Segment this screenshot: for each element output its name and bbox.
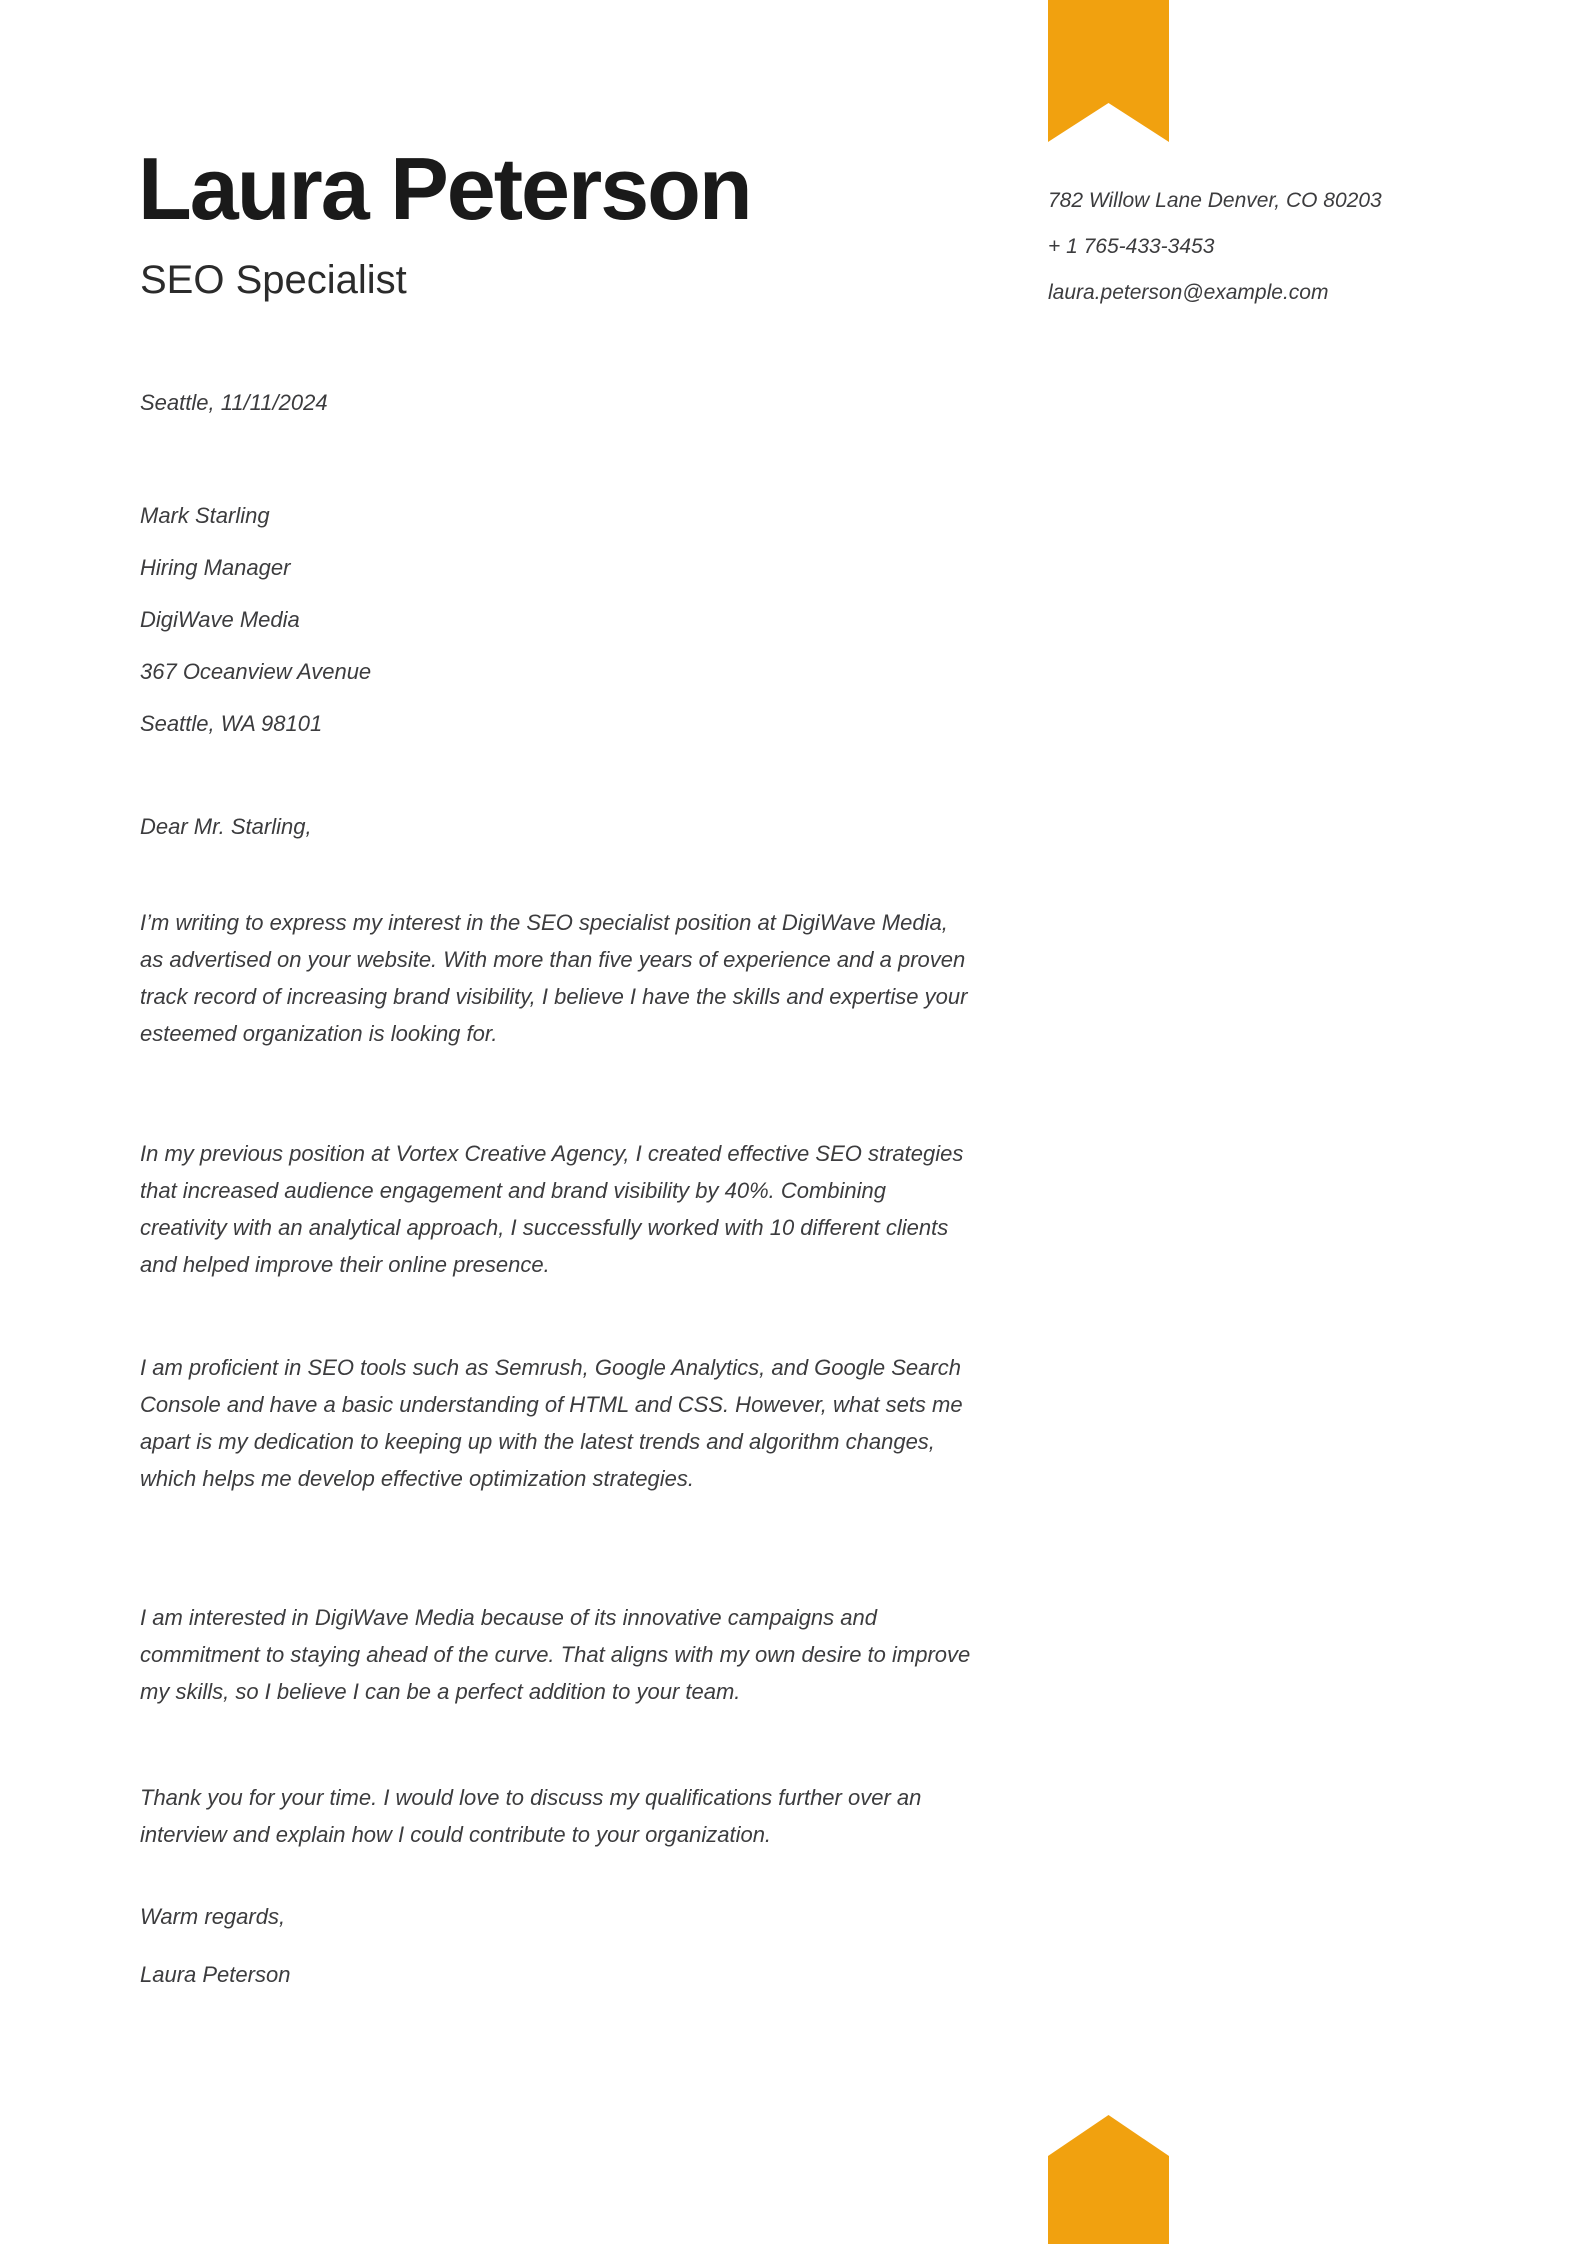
recipient-name: Mark Starling (140, 503, 270, 528)
page-title: Laura Peterson (138, 139, 751, 238)
contact-email: laura.peterson@example.com (1048, 281, 1329, 304)
contact-info (1048, 178, 1382, 316)
contact-address: 782 Willow Lane Denver, CO 80203 (1048, 189, 1382, 212)
recipient-block (140, 490, 371, 750)
closing-line: Warm regards, (140, 1904, 286, 1929)
arrow-up-pentagon-icon (1048, 2115, 1169, 2244)
date-line: Seattle, 11/11/2024 (140, 390, 328, 415)
recipient-city: Seattle, WA 98101 (140, 711, 323, 736)
recipient-role: Hiring Manager (140, 555, 291, 580)
body-paragraph: I am interested in DigiWave Media because of its innovative campaigns and commitment to staying ahead of the curve. That aligns with my own desire to improve my skills, so I believe I can be a perfect addition to your team. (140, 1605, 971, 1704)
recipient-street: 367 Oceanview Avenue (140, 659, 372, 684)
contact-phone: + 1 765-433-3453 (1048, 235, 1215, 258)
body-paragraph: Thank you for your time. I would love to discuss my qualifications further over an interview and explain how I could contribute to your organization. (140, 1785, 922, 1847)
body-paragraph: In my previous position at Vortex Creative Agency, I created effective SEO strategies that increased audience engagement and brand visibility by 40%. Combining creativity with an analytical approach, I successfully worked with 10 different clients and helped improve their online presence. (140, 1141, 964, 1277)
body-paragraph: I am proficient in SEO tools such as Semrush, Google Analytics, and Google Search Console and have a basic understanding of HTML and CSS. However, what sets me apart is my dedication to keeping up with the latest trends and algorithm changes, which helps me develop effective optimization strategies. (140, 1355, 963, 1491)
salutation: Dear Mr. Starling, (140, 814, 312, 839)
recipient-company: DigiWave Media (140, 607, 300, 632)
body-paragraph: I’m writing to express my interest in the SEO specialist position at DigiWave Media, as advertised on your website. With more than five years of experience and a proven track record of increasing brand visibility, I believe I have the skills and expertise your esteemed organization is looking for. (140, 910, 968, 1046)
bookmark-ribbon-icon (1048, 0, 1169, 142)
signature-name: Laura Peterson (140, 1962, 291, 1987)
job-title: SEO Specialist (140, 258, 407, 302)
